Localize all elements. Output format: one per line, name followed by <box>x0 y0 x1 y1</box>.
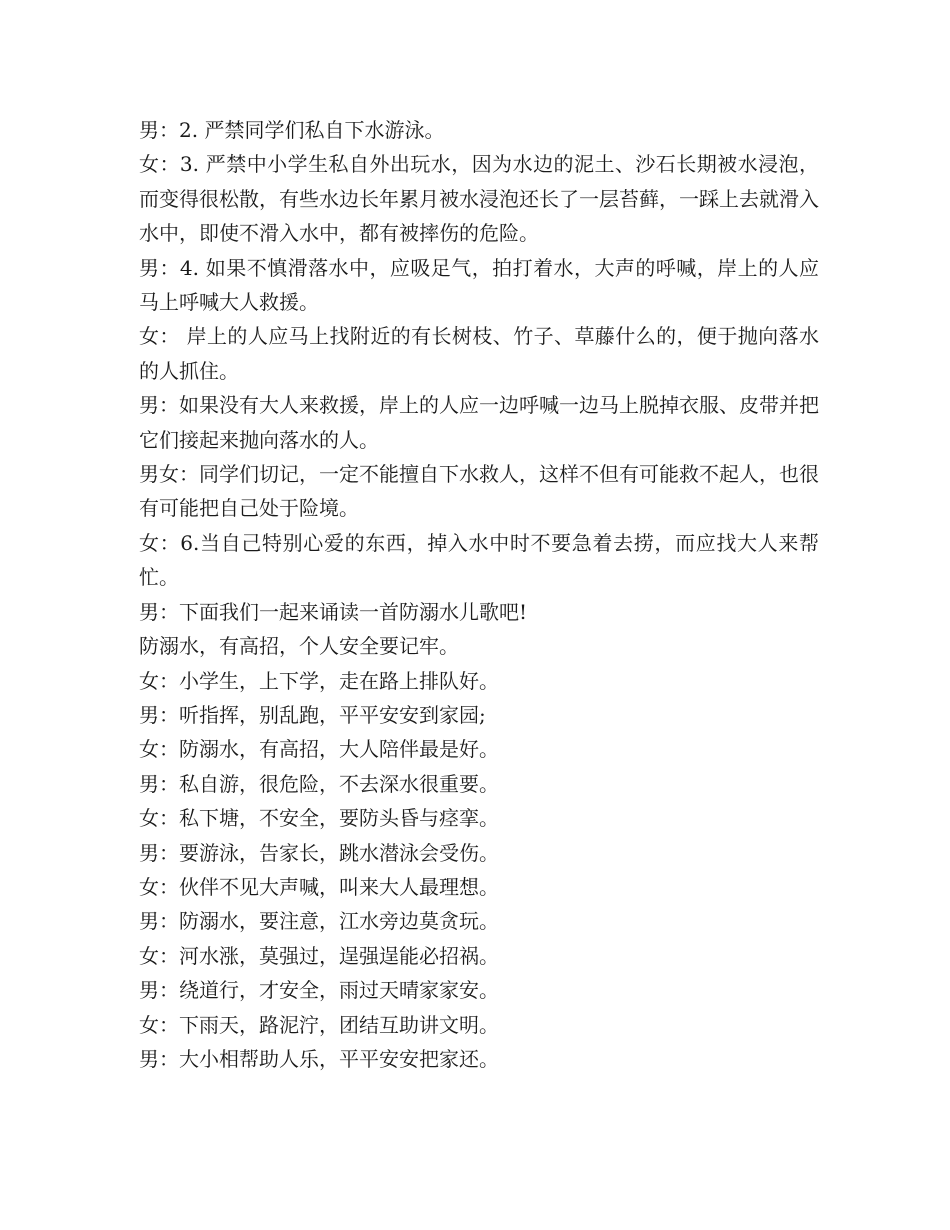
paragraph-20: 女：下雨天，路泥泞，团结互助讲文明。 <box>139 1012 499 1037</box>
document-page <box>139 113 819 1076</box>
paragraph-6: 男女：同学们切记，一定不能擅自下水救人，这样不但有可能救不起人，也很有可能把自己处于险境。 <box>139 462 819 521</box>
paragraph-21: 男：大小相帮助人乐，平平安安把家还。 <box>139 1046 499 1071</box>
paragraph-14: 女：私下塘，不安全，要防头昏与痉挛。 <box>139 806 499 831</box>
paragraph-3: 男：4. 如果不慎滑落水中，应吸足气，拍打着水，大声的呼喊，岸上的人应马上呼喊大人救援。 <box>139 255 819 315</box>
paragraph-13: 男：私自游，很危险，不去深水很重要。 <box>139 771 499 796</box>
paragraph-10: 女：小学生，上下学，走在路上排队好。 <box>139 668 499 693</box>
paragraph-19: 男：绕道行，才安全，雨过天晴家家安。 <box>139 978 499 1003</box>
paragraph-18: 女：河水涨，莫强过，逞强逞能必招祸。 <box>139 943 499 968</box>
paragraph-4: 女： 岸上的人应马上找附近的有长树枝、竹子、草藤什么的，便于抛向落水的人抓住。 <box>139 324 819 383</box>
paragraph-17: 男：防溺水，要注意，江水旁边莫贪玩。 <box>139 909 499 934</box>
paragraph-16: 女：伙伴不见大声喊，叫来大人最理想。 <box>139 874 499 899</box>
paragraph-1: 男：2. 严禁同学们私自下水游泳。 <box>139 118 445 142</box>
paragraph-5: 男：如果没有大人来救援，岸上的人应一边呼喊一边马上脱掉衣服、皮带并把它们接起来抛向落水的人。 <box>139 393 819 452</box>
paragraph-9: 防溺水，有高招，个人安全要记牢。 <box>139 634 459 659</box>
paragraph-8: 男：下面我们一起来诵读一首防溺水儿歌吧! <box>139 599 528 624</box>
paragraph-12: 女：防溺水，有高招，大人陪伴最是好。 <box>139 737 499 762</box>
paragraph-2: 女：3. 严禁中小学生私自外出玩水，因为水边的泥土、沙石长期被水浸泡，而变得很松散，有些水边长年累月被水浸泡还长了一层苔藓，一踩上去就滑入水中，即使不滑入水中，都有被摔伤的危险。 <box>139 152 819 246</box>
paragraph-11: 男：听指挥，别乱跑，平平安安到家园; <box>139 702 486 727</box>
paragraph-7: 女：6.当自己特别心爱的东西，掉入水中时不要急着去捞，而应找大人来帮忙。 <box>139 530 819 590</box>
paragraph-15: 男：要游泳，告家长，跳水潜泳会受伤。 <box>139 840 499 865</box>
